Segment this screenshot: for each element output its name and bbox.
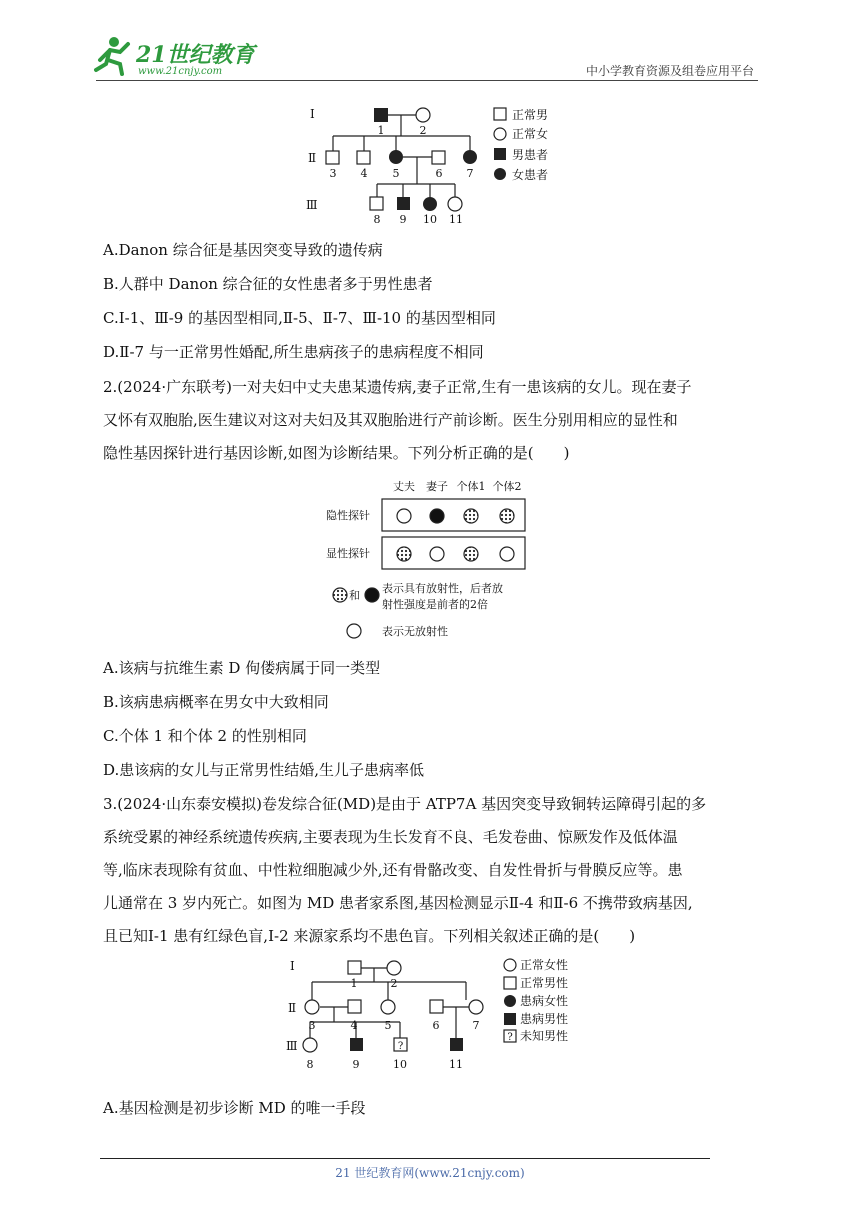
III-10-affected-female xyxy=(423,197,437,211)
pedigree-3-legend xyxy=(504,957,568,1043)
q2-option-c: C.个体 1 和个体 2 的性别相同 xyxy=(103,727,307,745)
q2-option-a: A.该病与抗维生素 D 佝偻病属于同一类型 xyxy=(103,659,381,677)
dominant-wife xyxy=(430,547,444,561)
II-6-normal-male xyxy=(432,151,445,164)
svg-text:11: 11 xyxy=(449,1058,463,1071)
recessive-individual-2 xyxy=(500,509,514,523)
svg-text:2: 2 xyxy=(419,124,427,137)
svg-text:个体2: 个体2 xyxy=(492,480,522,493)
III-9-affected-male xyxy=(397,197,410,210)
q3-option-a: A.基因检测是初步诊断 MD 的唯一手段 xyxy=(103,1099,366,1117)
svg-text:11: 11 xyxy=(449,213,463,226)
II-4-normal-male xyxy=(357,151,370,164)
recessive-individual-1 xyxy=(464,509,478,523)
III-9-affected-male xyxy=(350,1038,363,1051)
I-1-normal-male xyxy=(348,961,361,974)
q2-option-d: D.患该病的女儿与正常男性结婚,生儿子患病率低 xyxy=(103,761,425,779)
svg-text:8: 8 xyxy=(373,213,381,226)
III-8-normal-female xyxy=(303,1038,317,1052)
q1-option-a: A.Danon 综合征是基因突变导致的遗传病 xyxy=(103,241,383,259)
svg-text:射性强度是前者的2倍: 射性强度是前者的2倍 xyxy=(382,598,488,611)
svg-text:1: 1 xyxy=(350,977,358,990)
svg-text:正常男性: 正常男性 xyxy=(520,976,569,990)
svg-text:Ⅲ: Ⅲ xyxy=(306,198,318,212)
III-11-normal-female xyxy=(448,197,462,211)
svg-text:1: 1 xyxy=(377,124,385,137)
svg-text:4: 4 xyxy=(350,1019,358,1032)
svg-text:8: 8 xyxy=(306,1058,314,1071)
recessive-wife xyxy=(430,509,444,523)
svg-text:5: 5 xyxy=(384,1019,392,1032)
svg-text:9: 9 xyxy=(399,213,407,226)
dominant-individual-2 xyxy=(500,547,514,561)
svg-text:9: 9 xyxy=(352,1058,360,1071)
dominant-individual-1 xyxy=(464,547,478,561)
svg-text:患病女性: 患病女性 xyxy=(520,994,569,1008)
svg-text:Ⅰ: Ⅰ xyxy=(310,107,315,121)
II-4-normal-male xyxy=(348,1000,361,1013)
svg-text:男患者: 男患者 xyxy=(512,148,549,162)
svg-text:?: ? xyxy=(397,1041,404,1052)
III-8-normal-male xyxy=(370,197,383,210)
svg-text:7: 7 xyxy=(466,167,474,180)
footer-text: 21 世纪教育网(www.21cnjy.com) xyxy=(335,1166,525,1180)
II-3-normal-female xyxy=(305,1000,319,1014)
q1-option-d: D.Ⅱ-7 与一正常男性婚配,所生患病孩子的患病程度不相同 xyxy=(103,343,484,361)
q3-stem-line-1: 3.(2024·山东泰安模拟)卷发综合征(MD)是由于 ATP7A 基因突变导致铜转运障碍引起的多 xyxy=(103,795,707,813)
svg-text:Ⅱ: Ⅱ xyxy=(308,151,317,165)
svg-text:妻子: 妻子 xyxy=(426,480,448,493)
II-7-affected-female xyxy=(463,150,477,164)
svg-text:正常男: 正常男 xyxy=(512,108,549,122)
svg-text:表示具有放射性，后者放: 表示具有放射性，后者放 xyxy=(382,582,503,595)
probe-diagnosis-figure xyxy=(320,477,540,642)
svg-text:女患者: 女患者 xyxy=(512,168,549,182)
q2-option-b: B.该病患病概率在男女中大致相同 xyxy=(103,693,329,711)
pedigree-figure-3 xyxy=(282,956,582,1088)
runner-icon xyxy=(96,37,128,74)
platform-name: 中小学教育资源及组卷应用平台 xyxy=(585,64,754,78)
I-2-normal-female xyxy=(416,108,430,122)
header-divider xyxy=(96,80,758,81)
q1-option-b: B.人群中 Danon 综合征的女性患者多于男性患者 xyxy=(103,275,433,293)
svg-text:患病男性: 患病男性 xyxy=(520,1012,569,1026)
pedigree-1-legend xyxy=(494,107,548,182)
svg-text:Ⅲ: Ⅲ xyxy=(286,1039,298,1053)
I-2-normal-female xyxy=(387,961,401,975)
svg-text:7: 7 xyxy=(472,1019,480,1032)
site-logo xyxy=(92,34,262,78)
II-7-normal-female xyxy=(469,1000,483,1014)
q1-option-c: C.Ⅰ-1、Ⅲ-9 的基因型相同,Ⅱ-5、Ⅱ-7、Ⅲ-10 的基因型相同 xyxy=(103,309,496,327)
svg-text:和: 和 xyxy=(349,589,360,602)
svg-text:丈夫: 丈夫 xyxy=(393,480,415,493)
q3-stem-line-2: 系统受累的神经系统遗传疾病,主要表现为生长发育不良、毛发卷曲、惊厥发作及低体温 xyxy=(103,828,678,846)
dominant-husband xyxy=(397,547,411,561)
II-5-normal-female xyxy=(381,1000,395,1014)
q3-stem-line-3: 等,临床表现除有贫血、中性粒细胞减少外,还有骨骼改变、自发性骨折与骨膜反应等。患 xyxy=(103,861,683,879)
q2-stem-line-2: 又怀有双胞胎,医生建议对这对夫妇及其双胞胎进行产前诊断。医生分别用相应的显性和 xyxy=(103,411,678,429)
svg-text:显性探针: 显性探针 xyxy=(326,547,370,560)
I-1-affected-male xyxy=(374,108,388,122)
svg-text:表示无放射性: 表示无放射性 xyxy=(382,625,448,638)
svg-text:5: 5 xyxy=(392,167,400,180)
II-3-normal-male xyxy=(326,151,339,164)
svg-text:6: 6 xyxy=(435,167,443,180)
q2-stem-line-1: 2.(2024·广东联考)一对夫妇中丈夫患某遗传病,妻子正常,生有一患该病的女儿。现在妻子 xyxy=(103,378,692,396)
pedigree-figure-1 xyxy=(300,100,570,228)
q3-stem-line-4: 儿通常在 3 岁内死亡。如图为 MD 患者家系图,基因检测显示Ⅱ-4 和Ⅱ-6 不携带致病基因, xyxy=(103,894,693,912)
svg-text:10: 10 xyxy=(423,213,437,226)
q3-stem-line-5: 且已知Ⅰ-1 患有红绿色盲,Ⅰ-2 来源家系均不患色盲。下列相关叙述正确的是( ) xyxy=(103,927,636,945)
svg-text:3: 3 xyxy=(308,1019,316,1032)
svg-text:Ⅱ: Ⅱ xyxy=(288,1001,297,1015)
svg-text:未知男性: 未知男性 xyxy=(520,1029,569,1043)
footer-divider xyxy=(100,1158,710,1159)
svg-text:10: 10 xyxy=(393,1058,407,1071)
svg-text:?: ? xyxy=(507,1032,513,1043)
q2-stem-line-3: 隐性基因探针进行基因诊断,如图为诊断结果。下列分析正确的是( ) xyxy=(103,444,570,462)
svg-text:www.21cnjy.com: www.21cnjy.com xyxy=(138,66,223,77)
svg-text:3: 3 xyxy=(329,167,337,180)
II-5-affected-female xyxy=(389,150,403,164)
svg-text:2: 2 xyxy=(390,977,398,990)
svg-text:21世纪教育: 21世纪教育 xyxy=(136,42,255,68)
svg-text:正常女性: 正常女性 xyxy=(520,958,569,972)
svg-text:4: 4 xyxy=(360,167,368,180)
recessive-husband xyxy=(397,509,411,523)
III-11-affected-male xyxy=(450,1038,463,1051)
svg-text:正常女: 正常女 xyxy=(512,127,549,141)
svg-text:Ⅰ: Ⅰ xyxy=(290,959,295,973)
svg-text:隐性探针: 隐性探针 xyxy=(326,509,370,522)
II-6-normal-male xyxy=(430,1000,443,1013)
svg-text:个体1: 个体1 xyxy=(456,480,486,493)
svg-text:6: 6 xyxy=(432,1019,440,1032)
